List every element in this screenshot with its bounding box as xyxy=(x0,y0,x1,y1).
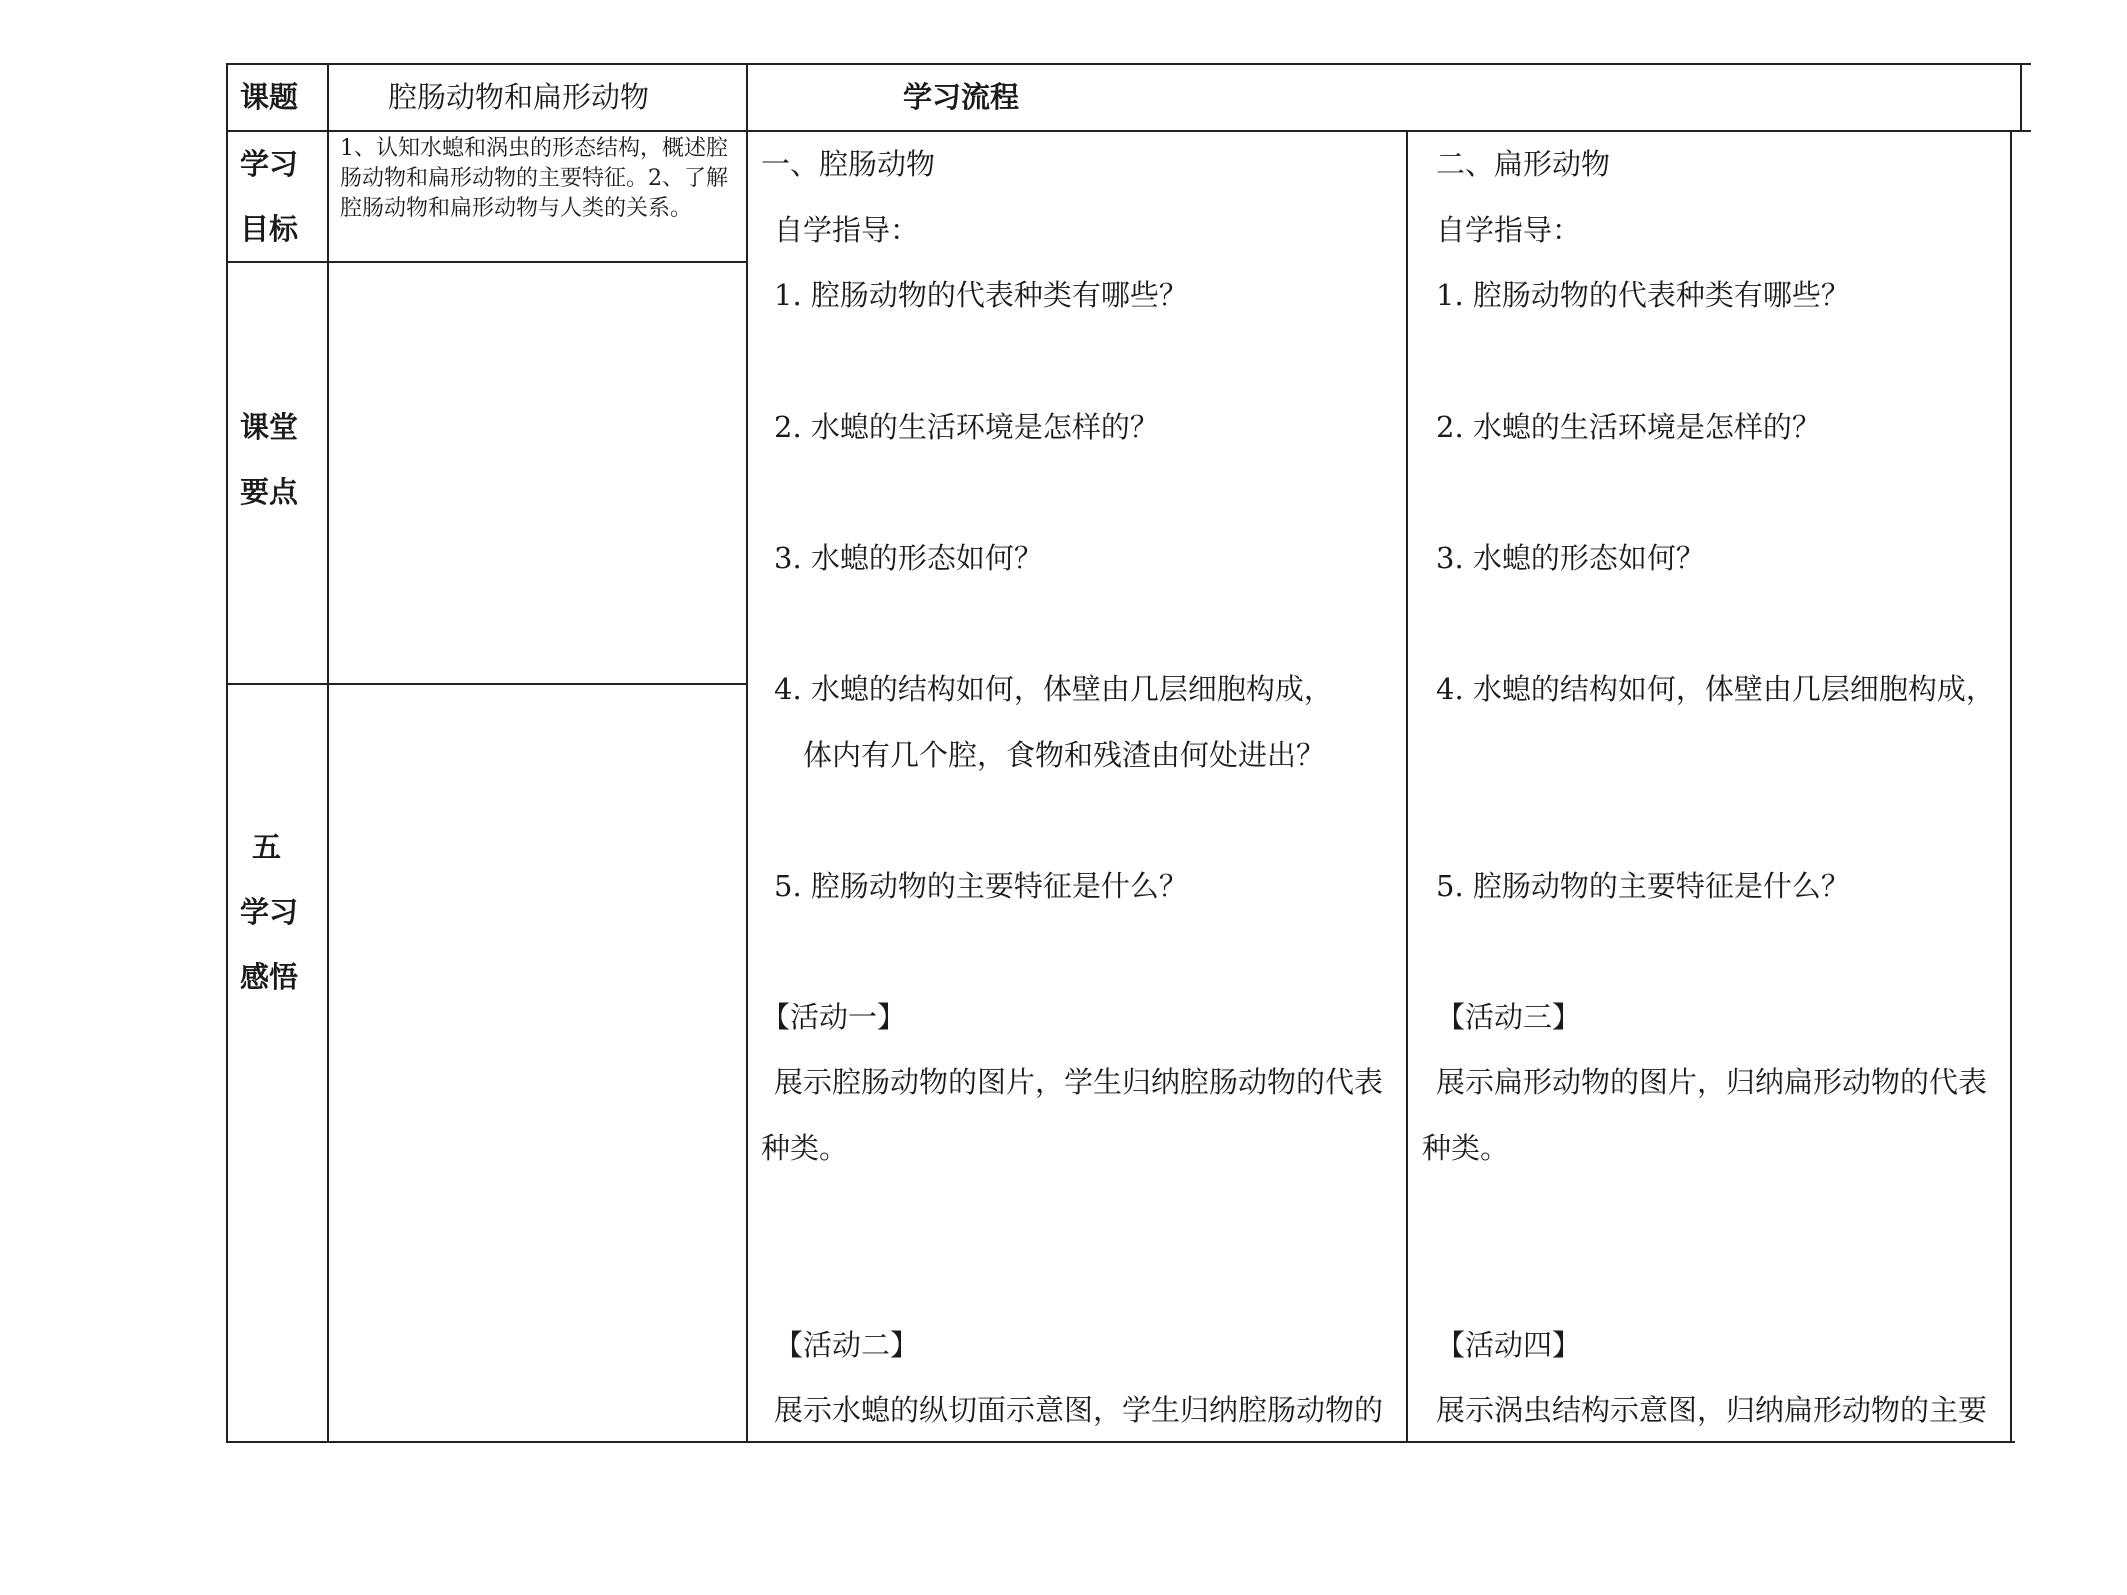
left-section-border xyxy=(746,63,748,1443)
process-label: 学习流程 xyxy=(903,80,1020,114)
col2-activity-4-title: 【活动四】 xyxy=(1436,1328,1582,1362)
col2-question-3: 3. 水螅的形态如何？ xyxy=(1436,541,1705,575)
col1-question-2: 2. 水螅的生活环境是怎样的？ xyxy=(774,410,1159,444)
col2-guide: 自学指导： xyxy=(1436,213,1582,247)
col2-activity-3-title: 【活动三】 xyxy=(1436,1000,1582,1034)
goals-label-1: 学习 xyxy=(240,147,299,181)
col2-question-5: 5. 腔肠动物的主要特征是什么？ xyxy=(1436,869,1850,903)
table-left-border xyxy=(226,63,228,1443)
process-column-divider xyxy=(1406,130,1408,1443)
col2-activity-3-line-2: 种类。 xyxy=(1422,1131,1510,1165)
reflection-label-2: 学习 xyxy=(240,895,299,929)
col1-activity-2-line-1: 展示水螅的纵切面示意图，学生归纳腔肠动物的 xyxy=(774,1393,1384,1427)
table-bottom-border xyxy=(226,1441,2015,1443)
goals-text: 1、认知水螅和涡虫的形态结构，概述腔肠动物和扁形动物的主要特征。2、了解腔肠动物和扁形动物与人类的关系。 xyxy=(340,136,728,221)
table-right-border xyxy=(2010,130,2012,1443)
topic-label: 课题 xyxy=(240,80,299,114)
col2-activity-3-line-1: 展示扁形动物的图片，归纳扁形动物的代表 xyxy=(1436,1065,1988,1099)
col1-guide: 自学指导： xyxy=(774,213,920,247)
keypoints-bottom-border xyxy=(226,683,747,685)
goals-label-2: 目标 xyxy=(240,212,299,246)
col1-activity-2-title: 【活动二】 xyxy=(774,1328,920,1362)
topic-value: 腔肠动物和扁形动物 xyxy=(388,80,650,114)
col1-activity-1-line-2: 种类。 xyxy=(761,1131,849,1165)
goals-bottom-border xyxy=(226,261,747,263)
keypoints-label-2: 要点 xyxy=(240,475,299,509)
header-right-border xyxy=(2020,63,2022,132)
col1-question-3: 3. 水螅的形态如何？ xyxy=(774,541,1043,575)
col1-heading: 一、腔肠动物 xyxy=(761,147,936,181)
col2-question-4-line-1: 4. 水螅的结构如何，体壁由几层细胞构成， xyxy=(1436,672,1995,706)
keypoints-label-1: 课堂 xyxy=(240,410,299,444)
col1-question-1: 1. 腔肠动物的代表种类有哪些？ xyxy=(774,278,1188,312)
col1-question-4-line-1: 4. 水螅的结构如何，体壁由几层细胞构成， xyxy=(774,672,1333,706)
col1-activity-1-line-1: 展示腔肠动物的图片，学生归纳腔肠动物的代表 xyxy=(774,1065,1384,1099)
col2-question-1: 1. 腔肠动物的代表种类有哪些？ xyxy=(1436,278,1850,312)
col1-question-4-line-2: 体内有几个腔，食物和残渣由何处进出？ xyxy=(803,738,1326,772)
reflection-label-3: 感悟 xyxy=(240,960,299,994)
col1-question-5: 5. 腔肠动物的主要特征是什么？ xyxy=(774,869,1188,903)
col2-activity-4-line-1: 展示涡虫结构示意图，归纳扁形动物的主要 xyxy=(1436,1393,1988,1427)
label-column-border xyxy=(327,63,329,1443)
col1-activity-1-title: 【活动一】 xyxy=(761,1000,907,1034)
table-top-border xyxy=(226,63,2031,65)
col2-heading: 二、扁形动物 xyxy=(1436,147,1611,181)
col2-question-2: 2. 水螅的生活环境是怎样的？ xyxy=(1436,410,1821,444)
reflection-label-1: 五 xyxy=(252,830,282,864)
header-bottom-border xyxy=(226,130,2031,132)
